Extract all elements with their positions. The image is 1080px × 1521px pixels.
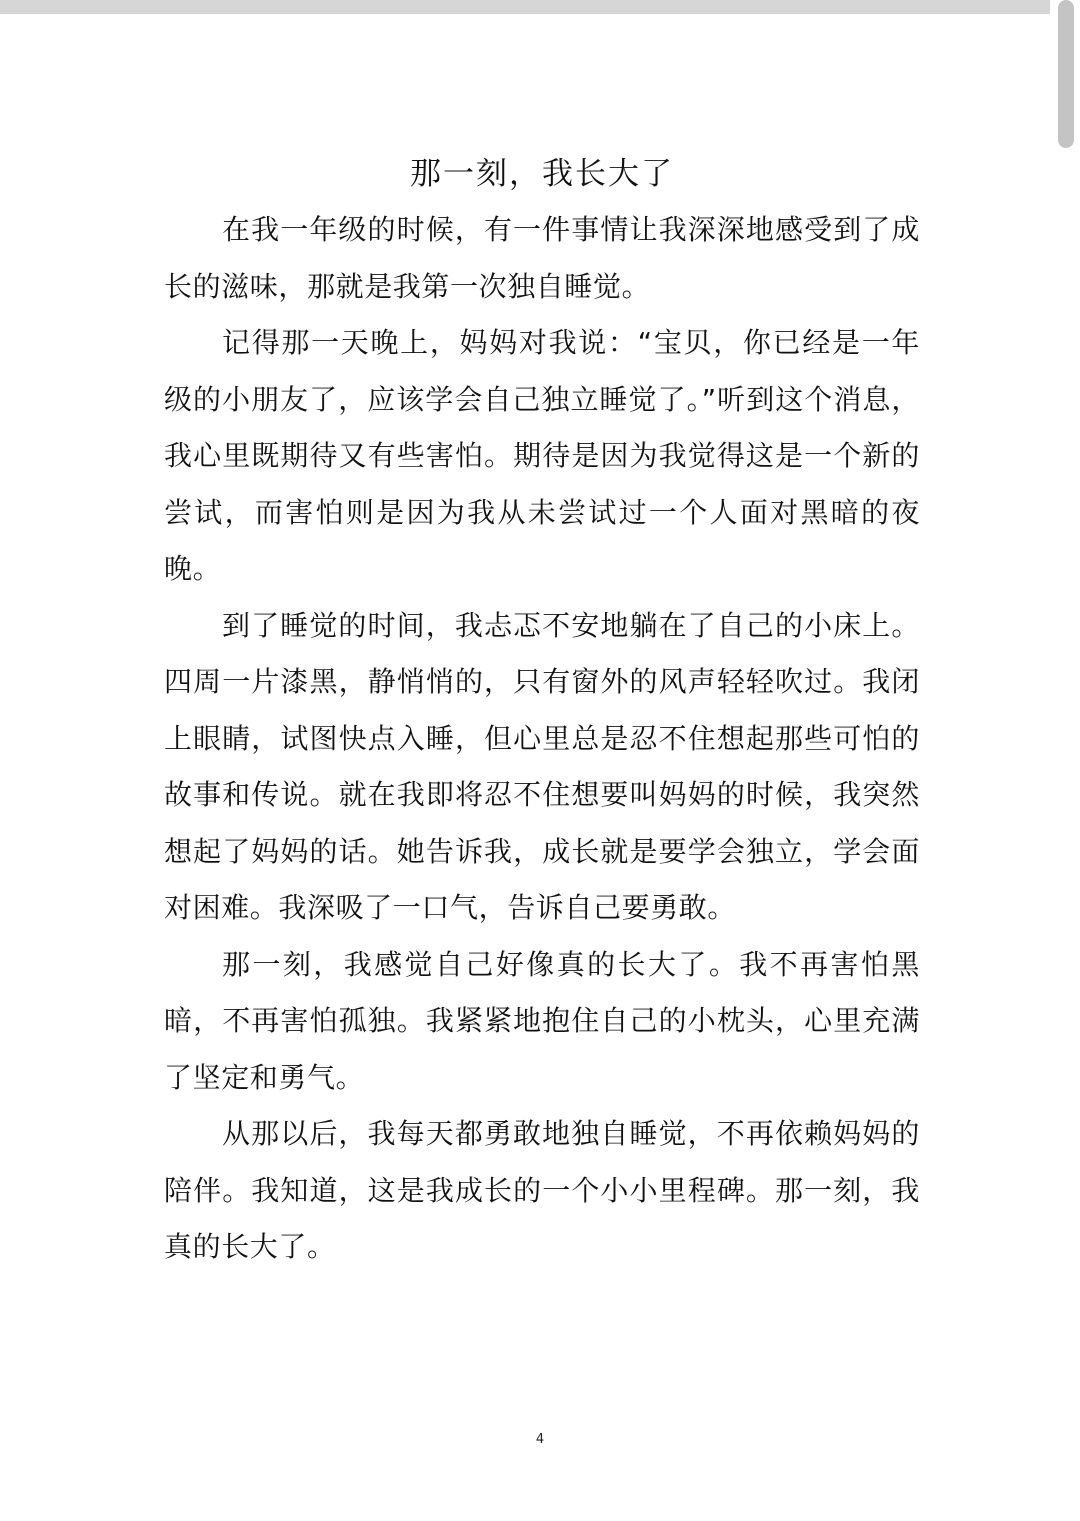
page-number: 4 bbox=[535, 1432, 545, 1447]
top-bar bbox=[0, 0, 1080, 14]
scrollbar-track[interactable] bbox=[1050, 0, 1080, 1521]
paragraph-3: 到了睡觉的时间，我忐忑不安地躺在了自己的小床上。四周一片漆黑，静悄悄的，只有窗外的风声轻轻吹过。我闭上眼睛，试图快点入睡，但心里总是忍不住想起那些可怕的故事和传说。就在我即将忍不住想要叫妈妈的时候，我突然想起了妈妈的话。她告诉我，成长就是要学会独立，学会面对困难。我深吸了一口气，告诉自己要勇敢。 bbox=[164, 608, 920, 924]
paragraph-4: 那一刻，我感觉自己好像真的长大了。我不再害怕黑暗，不再害怕孤独。我紧紧地抱住自己的小枕头，心里充满了坚定和勇气。 bbox=[164, 947, 920, 1094]
document-body bbox=[164, 146, 920, 1276]
scrollbar-thumb[interactable] bbox=[1058, 0, 1074, 148]
document-title: 那一刻，我长大了 bbox=[410, 156, 674, 192]
paragraph-5: 从那以后，我每天都勇敢地独自睡觉，不再依赖妈妈的陪伴。我知道，这是我成长的一个小小里程碑。那一刻，我真的长大了。 bbox=[164, 1117, 920, 1263]
paragraph-2: 记得那一天晚上，妈妈对我说：“宝贝，你已经是一年级的小朋友了，应该学会自己独立睡觉了。”听到这个消息，我心里既期待又有些害怕。期待是因为我觉得这是一个新的尝试，而害怕则是因为我从未尝试过一个人面对黑暗的夜晚。 bbox=[164, 326, 920, 585]
paragraph-1: 在我一年级的时候，有一件事情让我深深地感受到了成长的滋味，那就是我第一次独自睡觉。 bbox=[164, 213, 920, 303]
